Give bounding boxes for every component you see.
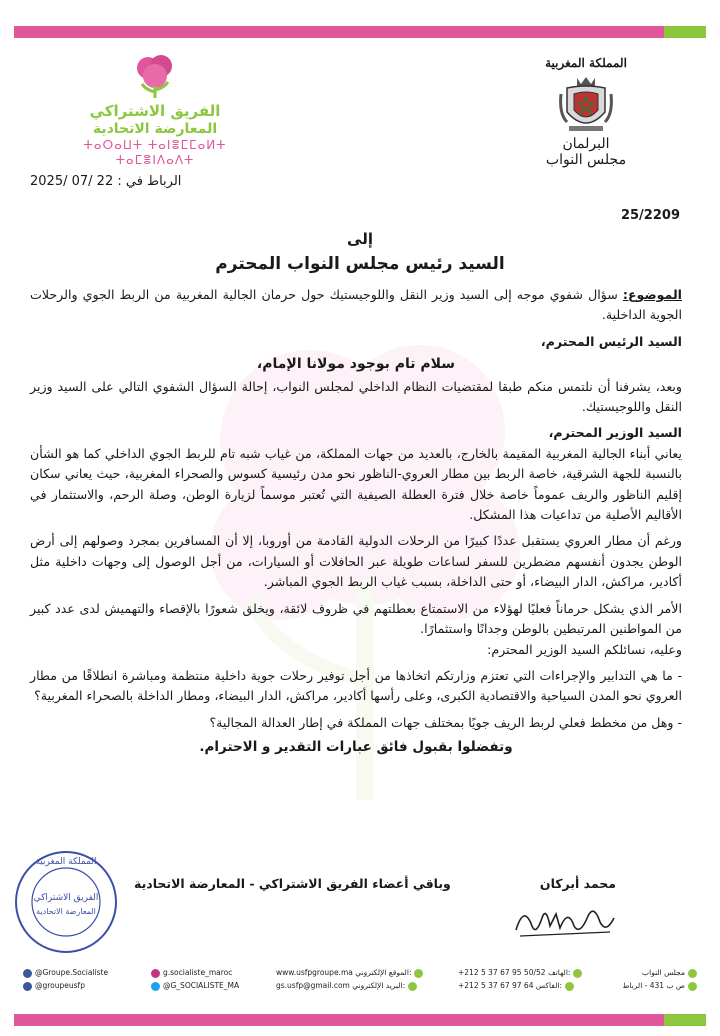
reference-number: 25/2209 xyxy=(620,208,680,223)
closing-formula: وتفضلوا بقبول فائق عبارات التقدير و الاحترام. xyxy=(199,739,513,756)
instagram-icon xyxy=(151,969,160,978)
mailbox-icon xyxy=(688,982,697,991)
stamp-line-1: الفريق الاشتراكي xyxy=(33,893,99,903)
instagram-link[interactable]: g.socialiste_maroc xyxy=(148,966,239,979)
royal-coat-of-arms-icon xyxy=(559,74,613,134)
party-name-tifinagh: ⵜⴰⵔⴰⵡⵜ ⵜⴰⵏⴻⵎⵎⴰⵍⵜ ⵜⴰⵎⴻⵏⴷⴰⴷⵜ xyxy=(83,138,227,167)
subject xyxy=(30,285,682,326)
footer xyxy=(20,966,700,1006)
twitter-link[interactable]: @G_SOCIALISTE_MA xyxy=(148,979,239,992)
bottom-color-bar xyxy=(14,1014,706,1026)
paragraph-3: الأمر الذي يشكل حرماناً فعليًا لهؤلاء من الاستمتاع بعطلتهم في ظروف لائقة، ويخلق شعورًا بالإقصاء والتهميش لدى عدد كبير من المواطنين المرتبطين بالوطن وجدانًا واستثمارًا. xyxy=(30,600,682,637)
signatory-name: محمد أبركان xyxy=(539,876,616,891)
co-signatories: وباقي أعضاء الفريق الاشتراكي - المعارضة الاتحادية xyxy=(134,876,451,891)
top-color-bar xyxy=(14,26,706,38)
facebook-link-2[interactable]: @groupeusfp xyxy=(20,979,108,992)
question-1: - ما هي التدابير والإجراءات التي تعتزم وزارتكم اتخاذها من أجل توفير رحلات جوية داخلية منتظمة ومباشرة انطلاقًا من مطار العروي نحو المدن السياحية والاقتصادية الكبرى، وعلى رأسها أكادير، مراكش، الدار البيضاء، ومطار الداخلة بالصحراء المغربية؟ xyxy=(30,667,682,704)
facebook-icon xyxy=(23,969,32,978)
party-name: الفريق الاشتراكي xyxy=(89,102,221,120)
question-2: - وهل من مخطط فعلي لربط الريف جويًا بمختلف جهات المملكة في إطار العدالة المجالية؟ xyxy=(209,714,682,730)
email-label: البريد الإلكتروني: xyxy=(352,981,406,990)
parliament-label: البرلمان xyxy=(562,136,610,152)
mail-icon xyxy=(408,982,417,991)
globe-icon xyxy=(414,969,423,978)
paragraph-2: ورغم أن مطار العروي يستقبل عددًا كبيرًا من الرحلات الدولية القادمة من أوروبا، إلا أن المسافرين بمجرد وصولهم إلى أرض الوطن يجدون أنفسهم مضطرين للسفر لساعات طويلة عبر الحافلات أو السيارات، من أجل الوصول إلى وجهات داخلية مثل أكادير، مراكش، الدار البيضاء، أو حتى الداخلة، بسبب غياب الربط الجوي المباشر. xyxy=(30,533,682,590)
address-line-1: مجلس النواب xyxy=(622,966,700,979)
rose-logo-icon xyxy=(128,54,182,98)
fax-line: +212 5 37 67 97 64 الفاكس: xyxy=(458,979,585,992)
house-of-representatives-label: مجلس النواب xyxy=(545,152,627,168)
location-icon xyxy=(688,969,697,978)
handwritten-signature xyxy=(510,896,620,946)
phone-line: +212 5 37 67 95 50/52 الهاتف: xyxy=(458,966,585,979)
stamp-line-2: المعارضة الاتحادية xyxy=(36,907,96,916)
address-line-2: ص ب 431 - الرباط xyxy=(622,979,700,992)
paragraph-4: وعليه، نسائلكم السيد الوزير المحترم: xyxy=(487,641,682,657)
greeting-minister: السيد الوزير المحترم، xyxy=(548,425,682,441)
subject-text: سؤال شفوي موجه إلى السيد وزير النقل واللوجيستيك حول حرمان الجالية المغربية من الربط الجوي والرحلات الجوية الداخلية. xyxy=(30,287,682,323)
to-label: إلى xyxy=(347,230,373,248)
greeting-president: السيد الرئيس المحترم، xyxy=(540,333,682,349)
fax-icon xyxy=(565,982,574,991)
party-subtitle: المعارضة الاتحادية xyxy=(92,121,218,137)
parliament-header xyxy=(526,56,646,168)
fax-label: الفاكس: xyxy=(535,981,562,990)
facebook-link[interactable]: @Groupe.Socialiste xyxy=(20,966,108,979)
paragraph-1: يعاني أبناء الجالية المغربية المقيمة بالخارج، بالعديد من جهات المملكة، من غياب شبه تام للربط الجوي الداخلي كما هو الشأن بالنسبة للجهة الشرقية، خاصة الربط بين مطار العروي-الناظور نحو مدن رئيسية كسوس والصحراء المغربية، حيث يعاني سكان إقليم الناظور والريف عموماً خاصة خلال فترة العطلة الصيفية التي تُعتبر موسماً لزيارة الوطن، وصلة الرحم، والاستثمار في الأقاليم الأصلية من تداعيات هذا المشكل. xyxy=(30,445,682,523)
email-link[interactable]: gs.usfp@gmail.com البريد الإلكتروني: xyxy=(276,979,426,992)
party-logo xyxy=(80,54,230,168)
date-line: الرباط في : 22 /07 /2025 xyxy=(30,174,182,189)
subject-label: الموضوع: xyxy=(622,287,682,302)
facebook-icon xyxy=(23,982,32,991)
official-stamp xyxy=(10,846,122,958)
letter-body xyxy=(30,285,682,758)
salutation: سلام تام بوجود مولانا الإمام، xyxy=(256,356,456,373)
kingdom-title: المملكة المغربية xyxy=(545,56,627,70)
stamp-ring-text: المملكة المغربية xyxy=(35,857,97,867)
phone-icon xyxy=(573,969,582,978)
phone-label: الهاتف: xyxy=(547,968,571,977)
addressee: السيد رئيس مجلس النواب المحترم xyxy=(215,254,505,274)
twitter-icon xyxy=(151,982,160,991)
website-label: الموقع الإلكتروني: xyxy=(355,968,412,977)
request-paragraph: وبعد، يشرفنا أن نلتمس منكم طبقا لمقتضيات النظام الداخلي لمجلس النواب، إحالة السؤال الشفوي التالي على السيد وزير النقل واللوجيستيك. xyxy=(30,378,682,415)
website-link[interactable]: www.usfpgroupe.ma الموقع الإلكتروني: xyxy=(276,966,426,979)
